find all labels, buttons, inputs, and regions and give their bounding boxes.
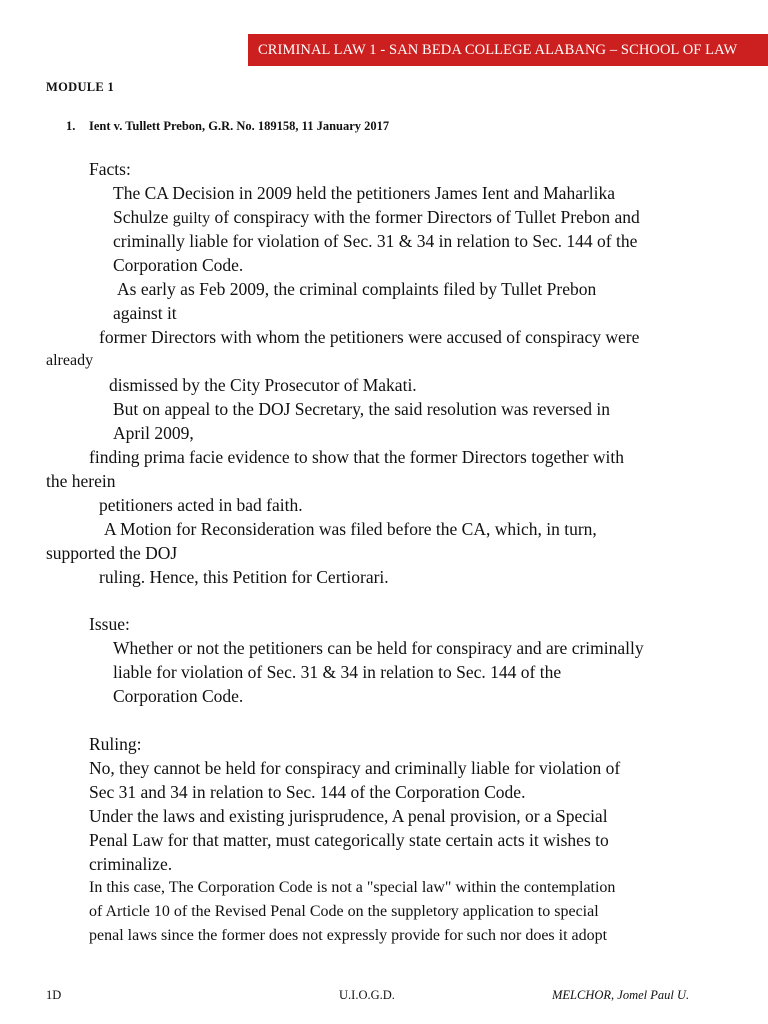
facts-line: petitioners acted in bad faith.: [99, 495, 303, 515]
ruling-line: penal laws since the former does not expressly provide for such nor does it adopt: [89, 927, 608, 944]
facts-line: criminally liable for violation of Sec. 31 & 34 in relation to Sec. 144 of the: [113, 231, 638, 251]
facts-line: supported the DOJ: [46, 543, 178, 563]
case-number: 1.: [66, 119, 76, 133]
facts-text: of conspiracy with the former Directors of Tullet Prebon and: [210, 207, 640, 227]
facts-line: Corporation Code.: [113, 255, 244, 275]
module-label: MODULE 1: [46, 80, 115, 94]
footer-center: U.I.O.G.D.: [339, 988, 395, 1002]
facts-line: former Directors with whom the petitioners were accused of conspiracy were: [99, 327, 640, 347]
facts-line: the herein: [46, 471, 116, 491]
facts-line: already: [46, 352, 94, 369]
footer-right: MELCHOR, Jomel Paul U.: [552, 988, 690, 1002]
ruling-line: Under the laws and existing jurisprudence, A penal provision, or a Special: [89, 806, 608, 826]
issue-line: Whether or not the petitioners can be held for conspiracy and are criminally: [113, 638, 644, 658]
ruling-line: No, they cannot be held for conspiracy and criminally liable for violation of: [89, 758, 621, 778]
facts-line: [113, 205, 640, 231]
facts-line: As early as Feb 2009, the criminal complaints filed by Tullet Prebon: [117, 279, 597, 299]
ruling-line: Penal Law for that matter, must categorically state certain acts it wishes to: [89, 830, 609, 850]
ruling-line: of Article 10 of the Revised Penal Code on the suppletory application to special: [89, 903, 599, 920]
ruling-line: In this case, The Corporation Code is not a "special law" within the contemplation: [89, 879, 616, 896]
facts-heading: Facts:: [89, 159, 131, 179]
footer-left: 1D: [46, 988, 62, 1002]
facts-line: The CA Decision in 2009 held the petitioners James Ient and Maharlika: [113, 183, 616, 203]
facts-line: ruling. Hence, this Petition for Certiorari.: [99, 567, 389, 587]
case-title: Ient v. Tullett Prebon, G.R. No. 189158, 11 January 2017: [89, 119, 390, 133]
facts-line: finding prima facie evidence to show that the former Directors together with: [89, 447, 625, 467]
ruling-heading: Ruling:: [89, 734, 142, 754]
issue-line: liable for violation of Sec. 31 & 34 in relation to Sec. 144 of the: [113, 662, 562, 682]
issue-line: Corporation Code.: [113, 686, 244, 706]
facts-line: April 2009,: [113, 423, 194, 443]
facts-line: But on appeal to the DOJ Secretary, the said resolution was reversed in: [113, 399, 610, 419]
facts-text: Schulze: [113, 207, 173, 227]
facts-line: dismissed by the City Prosecutor of Makati.: [109, 375, 417, 395]
facts-text-small: guilty: [172, 210, 211, 227]
issue-heading: Issue:: [89, 614, 130, 634]
facts-line: A Motion for Reconsideration was filed before the CA, which, in turn,: [104, 519, 597, 539]
ruling-line: Sec 31 and 34 in relation to Sec. 144 of the Corporation Code.: [89, 782, 526, 802]
ruling-line: criminalize.: [89, 854, 173, 874]
header-banner: CRIMINAL LAW 1 - SAN BEDA COLLEGE ALABANG – SCHOOL OF LAW: [248, 34, 768, 66]
facts-line: against it: [113, 303, 177, 323]
